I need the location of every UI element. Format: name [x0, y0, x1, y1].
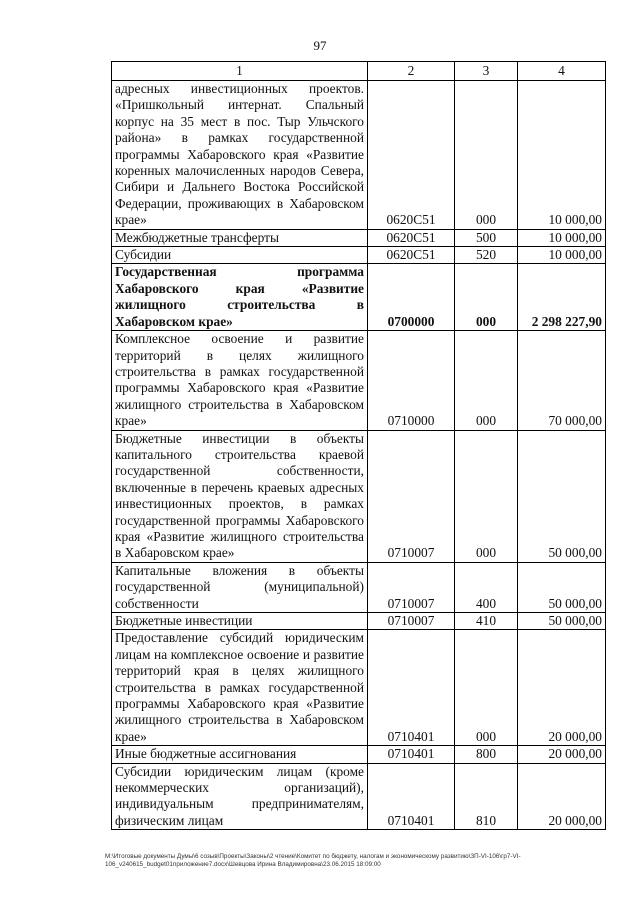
row-target-code: 0620С51	[368, 247, 455, 264]
header-col-3: 3	[455, 62, 518, 81]
row-description: Межбюджетные трансферты	[112, 229, 368, 246]
table-row	[112, 229, 606, 246]
header-col-2: 2	[368, 62, 455, 81]
table-row	[112, 746, 606, 763]
row-target-code: 0710401	[368, 630, 455, 746]
row-target-code: 0620С51	[368, 81, 455, 230]
row-amount: 2 298 227,90	[518, 264, 606, 331]
row-expense-group: 810	[455, 763, 518, 830]
row-expense-group: 800	[455, 746, 518, 763]
row-amount: 10 000,00	[518, 229, 606, 246]
header-col-1: 1	[112, 62, 368, 81]
row-expense-group: 000	[455, 264, 518, 331]
row-description: Субсидии	[112, 247, 368, 264]
row-amount: 70 000,00	[518, 331, 606, 430]
row-amount: 50 000,00	[518, 562, 606, 612]
row-expense-group: 500	[455, 229, 518, 246]
row-description: Бюджетные инвестиции в объекты капитального строительства краевой государственной собственности, включенные в перечень краевых адресных инвестиционных проектов, в рамках государственной программы Хабаровского края «Развитие жилищного строительства в Хабаровском крае»	[112, 430, 368, 562]
row-amount: 50 000,00	[518, 430, 606, 562]
row-description: Предоставление субсидий юридическим лицам на комплексное освоение и развитие территорий края в целях жилищного строительства в рамках государственной программы Хабаровского края «Развитие жилищного строительства в Хабаровском крае»	[112, 630, 368, 746]
document-path-footer	[105, 853, 625, 869]
row-amount: 10 000,00	[518, 81, 606, 230]
table-header-row	[112, 62, 606, 81]
table-row	[112, 264, 606, 331]
budget-table-body	[112, 62, 606, 830]
table-row	[112, 613, 606, 630]
table-row	[112, 562, 606, 612]
row-target-code: 0710007	[368, 430, 455, 562]
row-expense-group: 000	[455, 331, 518, 430]
table-row	[112, 763, 606, 830]
row-amount: 20 000,00	[518, 763, 606, 830]
row-expense-group: 410	[455, 613, 518, 630]
row-amount: 20 000,00	[518, 630, 606, 746]
footer-line-1: M:\Итоговые документы Думы\6 созыв\Проекты\Законы\2 чтение\Комитет по бюджету, налогам и экономическому развитию\ЗП-VI-106\гр7-VI-	[105, 853, 521, 860]
row-expense-group: 000	[455, 430, 518, 562]
table-row	[112, 430, 606, 562]
page-number: 97	[313, 38, 327, 53]
row-description: Иные бюджетные ассигнования	[112, 746, 368, 763]
row-description: адресных инвестиционных проектов. «Пришкольный интернат. Спальный корпус на 35 мест в пос. Тыр Ульчского района» в рамках государственной программы Хабаровского края «Развитие коренных малочисленных народов Севера, Сибири и Дальнего Востока Российской Федерации, проживающих в Хабаровском крае»	[112, 81, 368, 230]
row-amount: 20 000,00	[518, 746, 606, 763]
header-col-4: 4	[518, 62, 606, 81]
row-target-code: 0710007	[368, 562, 455, 612]
row-description: Капитальные вложения в объекты государственной (муниципальной) собственности	[112, 562, 368, 612]
row-description: Бюджетные инвестиции	[112, 613, 368, 630]
table-row	[112, 247, 606, 264]
row-description: Государственная программа Хабаровского края «Развитие жилищного строительства в Хабаровском крае»	[112, 264, 368, 331]
row-amount: 50 000,00	[518, 613, 606, 630]
table-row	[112, 331, 606, 430]
table-row	[112, 630, 606, 746]
row-target-code: 0700000	[368, 264, 455, 331]
row-target-code: 0710401	[368, 763, 455, 830]
footer-line-2: 106_v240615_budget01приложение7.docx\Шевцова Ирина Владимировна\23.06.2015 18:09:00	[105, 861, 381, 868]
row-target-code: 0710401	[368, 746, 455, 763]
row-target-code: 0710007	[368, 613, 455, 630]
row-target-code: 0710000	[368, 331, 455, 430]
row-description: Субсидии юридическим лицам (кроме некоммерческих организаций), индивидуальным предпринимателям, физическим лицам	[112, 763, 368, 830]
row-target-code: 0620С51	[368, 229, 455, 246]
row-expense-group: 000	[455, 81, 518, 230]
budget-table	[111, 61, 606, 830]
row-amount: 10 000,00	[518, 247, 606, 264]
row-expense-group: 400	[455, 562, 518, 612]
row-expense-group: 520	[455, 247, 518, 264]
row-expense-group: 000	[455, 630, 518, 746]
table-row	[112, 81, 606, 230]
row-description: Комплексное освоение и развитие территорий в целях жилищного строительства в рамках государственной программы Хабаровского края «Развитие жилищного строительства в Хабаровском крае»	[112, 331, 368, 430]
